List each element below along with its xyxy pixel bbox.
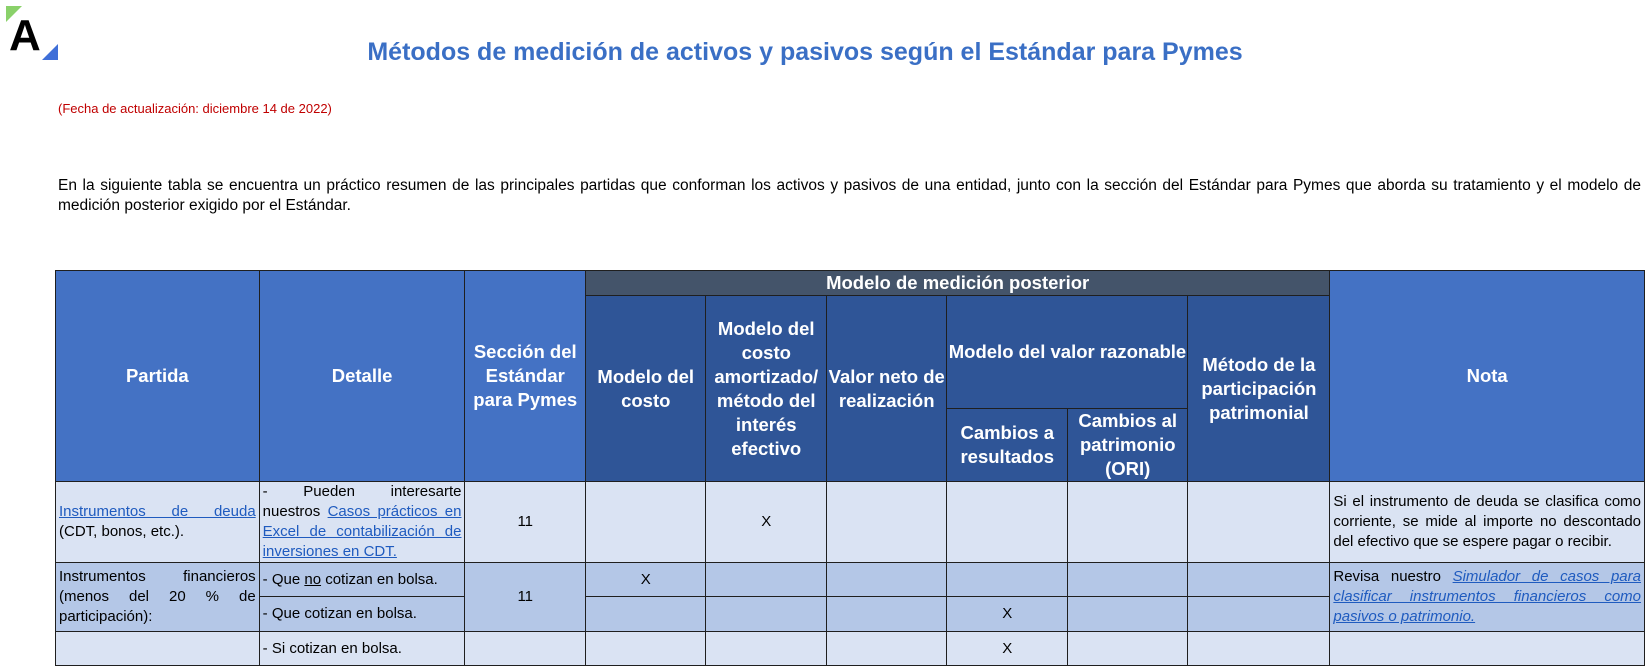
cell-resultados — [947, 482, 1068, 563]
cell-costo — [585, 597, 706, 632]
link-simulador-casos[interactable]: Simulador de casos para clasificar instrumentos financieros como pasivos o patrimonio. — [1333, 568, 1641, 625]
cell-patrimonio — [1067, 632, 1188, 666]
cell-participacion — [1188, 482, 1330, 563]
cell-costo: X — [585, 563, 706, 597]
header-nota: Nota — [1330, 271, 1645, 482]
header-cambios-resultados: Cambios a resultados — [947, 409, 1068, 482]
cell-partida: Instrumentos financieros (menos del 20 % de participación): — [56, 563, 260, 632]
cell-participacion — [1188, 632, 1330, 666]
cell-vnr — [826, 563, 947, 597]
svg-text:A: A — [9, 11, 41, 60]
cell-patrimonio — [1067, 597, 1188, 632]
header-cambios-patrimonio: Cambios al patrimonio (ORI) — [1067, 409, 1188, 482]
header-costo: Modelo del costo — [585, 296, 706, 482]
cell-patrimonio — [1067, 482, 1188, 563]
cell-patrimonio — [1067, 563, 1188, 597]
cell-seccion: 11 — [465, 563, 586, 632]
cell-seccion: 11 — [465, 482, 586, 563]
header-group-modelo: Modelo de medición posterior — [585, 271, 1329, 296]
cell-participacion — [1188, 597, 1330, 632]
cell-detalle: - Que cotizan en bolsa. — [259, 597, 465, 632]
cell-amortizado — [706, 632, 827, 666]
cell-nota — [1330, 632, 1645, 666]
header-partida: Partida — [56, 271, 260, 482]
update-date: (Fecha de actualización: diciembre 14 de 2022) — [58, 101, 332, 116]
table-row — [56, 563, 1645, 597]
header-detalle: Detalle — [259, 271, 465, 482]
cell-vnr — [826, 632, 947, 666]
link-casos-practicos-cdt[interactable]: Casos prácticos en Excel de contabilización de inversiones en CDT. — [262, 503, 462, 560]
cell-detalle: - Pueden interesarte nuestros Casos prácticos en Excel de contabilización de inversiones en CDT. — [259, 482, 465, 563]
cell-partida: Instrumentos de deuda (CDT, bonos, etc.). — [56, 482, 260, 563]
cell-resultados — [947, 563, 1068, 597]
cell-nota: Si el instrumento de deuda se clasifica como corriente, se mide al importe no descontado del efectivo que se espere pagar o recibir. — [1330, 482, 1645, 563]
table-row — [56, 482, 1645, 563]
cell-amortizado — [706, 563, 827, 597]
cell-costo — [585, 482, 706, 563]
cell-seccion — [465, 632, 586, 666]
cell-costo — [585, 632, 706, 666]
cell-detalle: - Si cotizan en bolsa. — [259, 632, 465, 666]
cell-amortizado: X — [706, 482, 827, 563]
link-instrumentos-deuda[interactable]: Instrumentos de deuda — [59, 503, 256, 520]
header-seccion: Sección del Estándar para Pymes — [465, 271, 586, 482]
header-participacion: Método de la participación patrimonial — [1188, 296, 1330, 482]
header-amortizado: Modelo del costo amortizado/ método del interés efectivo — [706, 296, 827, 482]
cell-detalle: - Que no cotizan en bolsa. — [259, 563, 465, 597]
page-title: Métodos de medición de activos y pasivos según el Estándar para Pymes — [367, 38, 1243, 66]
cell-resultados: X — [947, 597, 1068, 632]
intro-paragraph: En la siguiente tabla se encuentra un práctico resumen de las principales partidas que conforman los activos y pasivos de una entidad, junto con la sección del Estándar para Pymes que aborda su tratamiento y el modelo de medición posterior exigido por el Estándar. — [58, 177, 1641, 214]
cell-nota: Revisa nuestro Simulador de casos para clasificar instrumentos financieros como pasivos o patrimonio. — [1330, 563, 1645, 632]
header-valor-razonable: Modelo del valor razonable — [947, 296, 1188, 409]
cell-resultados: X — [947, 632, 1068, 666]
cell-partida — [56, 632, 260, 666]
header-vnr: Valor neto de realización — [826, 296, 947, 482]
cell-amortizado — [706, 597, 827, 632]
cell-participacion — [1188, 563, 1330, 597]
measurement-table — [55, 270, 1645, 666]
cell-vnr — [826, 597, 947, 632]
table-row — [56, 632, 1645, 666]
cell-vnr — [826, 482, 947, 563]
